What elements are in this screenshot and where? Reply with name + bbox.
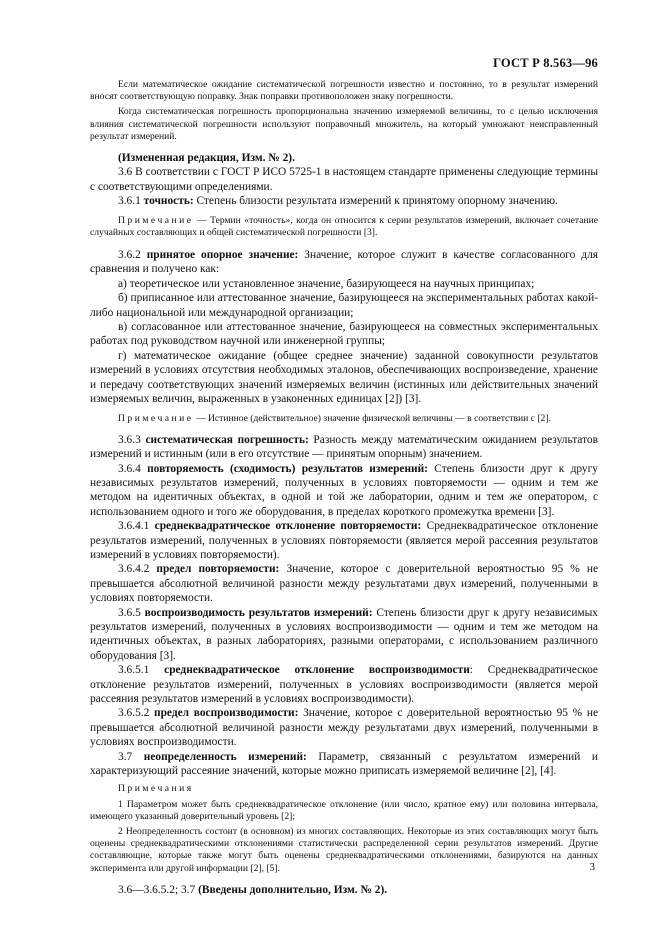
term-title: воспроизводимость результатов измерений: [144,606,373,619]
term-number: 3.6.5.2 [118,707,155,720]
term-definition: Значение, которое с доверительной вероятностью 95 % не превышается абсолютной величиной разности между результатами двух измерений, полученными в условиях повторяемости. [90,563,598,605]
term-title: среднеквадратическое отклонение повторяемости: [154,520,422,533]
document-code: ГОСТ Р 8.563—96 [493,56,598,70]
term-title: предел повторяемости: [156,563,280,576]
term-repeatability-limit [90,562,598,605]
term-title: точность: [143,195,194,208]
note-item: 1 Параметром может быть среднеквадратическое отклонение (или число, кратное ему) или половина интервала, имеющего указанный доверительный уровень [2]; [90,798,598,822]
list-item: а) теоретическое или установленное значение, базирующееся на научных принципах; [118,277,535,290]
term-definition: Степень близости друг к другу независимых результатов измерений, полученных в условиях воспроизводимости — одним и тем же методом на идентичных объектах, в разных лабораториях, разными операторами, с использованием различного оборудования [3]. [90,606,598,662]
term-title: предел воспроизводимости: [154,707,299,720]
term-reproducibility-sd [90,663,598,706]
term-number: 3.6.5 [118,606,145,619]
page-number: 3 [589,861,595,873]
term-reproducibility-limit [90,706,598,749]
note-true-value [90,413,598,425]
note-label: Примечание [118,412,194,424]
amendment-text: (Измененная редакция, Изм. № 2). [118,152,295,165]
term-title: систематическая погрешность: [145,433,309,446]
page-body [90,79,598,897]
term-number: 3.6.2 [118,249,147,262]
term-number: 3.6.4.2 [118,563,157,576]
list-item: в) согласованное или аттестованное значение, базирующееся на совместных экспериментальных работах под руководством научной или инженерной группы; [90,321,598,348]
section-3-6: 3.6 В соответствии с ГОСТ Р ИСО 5725-1 в настоящем стандарте применены следующие термины с соответствующими определениями. [90,166,598,193]
note-label: Примечание [118,214,194,226]
term-definition: Разность между математическим ожиданием результатов измерений и истинным (или в его отсутствие — принятым опорным) значением. [90,433,598,461]
term-definition: Параметр, связанный с результатом измерений и характеризующий рассеяние значений, которые можно приписать измеряемой величине [2], [4]. [90,750,598,778]
term-repeatability [90,462,598,520]
term-systematic-error [90,433,598,462]
term-title: повторяемость (сходимость) результатов измерений: [147,462,428,475]
term-title: принятое опорное значение: [146,249,299,262]
term-number: 3.6.3 [118,433,146,446]
note-text: — Термин «точность», когда он относится к серии результатов измерений, включает сочетание случайных составляющих и общей систематической погрешности [3]. [90,214,598,238]
list-item: г) математическое ожидание (общее среднее значение) заданной совокупности результатов измерений в условиях отсутствия необходимых эталонов, обеспечивающих воспроизведение, хранение и передачу соответствующих значений измеряемых величин (истинных или действительных значений измеряемых величин, выраженных в узаконенных единицах [2]) [3]. [90,349,598,406]
term-definition: Степень близости результата измерений к принятому опорному значению. [193,195,558,208]
term-title: среднеквадратическое отклонение воспроизводимости [164,664,470,677]
term-definition: Значение, которое с доверительной вероятностью 95 % не превышается абсолютной величиной разности между результатами двух измерений, полученными в условиях воспроизводимости. [90,707,599,749]
note-text: — Истинное (действительное) значение физической величины — в соответствии с [2]. [193,412,551,424]
term-number: 3.6.5.1 [118,664,165,677]
term-definition: Степень близости друг к другу независимых результатов измерений, полученных в условиях повторяемости — одним и тем же методом на идентичных объектах, в одной и той же лаборатории, одним и тем же оператором, с использованием одного и того же оборудования, в пределах короткого промежутка времени [3]. [90,462,598,518]
notes-heading: Примечания [118,783,194,795]
term-number: 3.6.4 [118,462,148,475]
term-reproducibility [90,606,598,664]
final-amendment [90,883,598,897]
term-uncertainty [90,750,598,779]
term-title: неопределенность измерений: [143,750,307,763]
final-bold: (Введены дополнительно, Изм. № 2). [198,883,388,896]
term-number: 3.6.1 [118,195,144,208]
term-number: 3.6.4.1 [118,520,155,533]
final-prefix: 3.6—3.6.5.2; 3.7 [118,883,199,896]
term-accuracy [90,194,598,208]
list-item: б) приписанное или аттестованное значение, базирующееся на экспериментальных работах какой-либо национальной или международной организации; [90,292,598,319]
term-number: 3.7 [118,750,144,763]
term-reference-value [90,248,598,277]
note-item: 2 Неопределенность состоит (в основном) из многих составляющих. Некоторые из этих составляющих могут быть оценены среднеквадратическими отклонениями статистически распределенной серии результатов измерений. Другие составляющие, которые также могут быть оценены среднеквадратическими отклонениями, базируются на данных эксперимента или другой информации [2], [5]. [90,826,598,874]
term-repeatability-sd [90,519,598,562]
note-accuracy [90,215,598,239]
paragraph-correction: Если математическое ожидание систематической погрешности известно и постоянно, то в результат измерений вносят соответствующую поправку. Знак поправки противоположен знаку погрешности. [90,79,598,103]
amendment-note [90,151,598,165]
paragraph-multiplier: Когда систематическая погрешность пропорциональна значению измеряемой величины, то с целью исключения влияния систематической погрешности используют поправочный множитель, на который умножают неисправленный результат измерений. [90,106,598,142]
term-definition: Значение, которое служит в качестве согласованного для сравнения и получено как: [90,249,598,276]
term-definition: : Среднеквадратическое отклонение результатов измерений, полученных в условиях воспроизводимости (является мерой рассеяния результатов измерений в условиях воспроизводимости). [90,664,598,706]
term-definition: Среднеквадратическое отклонение результатов измерений, полученных в условиях повторяемости (является мерой рассеяния результатов измерений в условиях повторяемости). [90,520,598,561]
